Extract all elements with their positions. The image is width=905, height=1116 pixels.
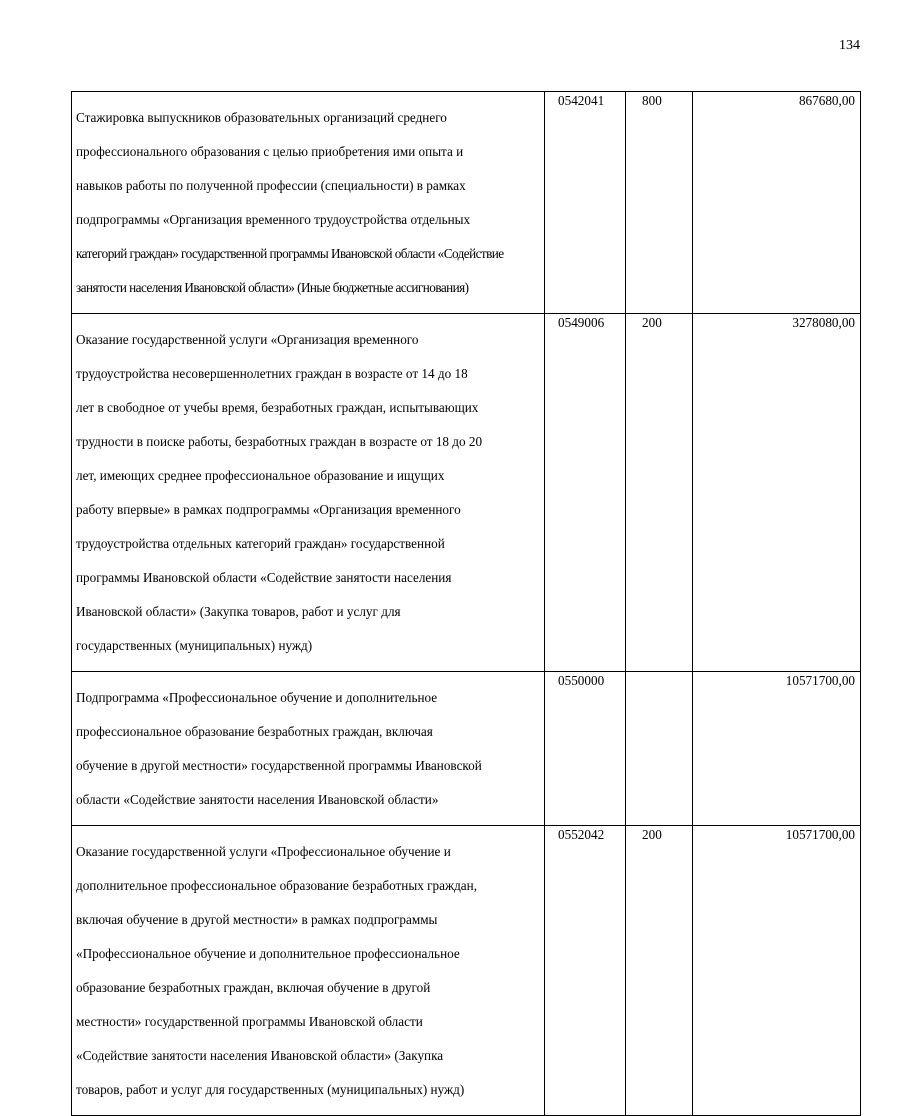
target-code: 0542041 — [545, 92, 626, 314]
description-line: Оказание государственной услуги «Организация временного — [76, 332, 419, 347]
expense-type: 200 — [626, 314, 693, 672]
description-line: «Профессиональное обучение и дополнительное профессиональное — [76, 946, 460, 961]
item-description — [72, 672, 545, 826]
description-line: Стажировка выпускников образовательных организаций среднего — [76, 110, 447, 125]
description-line: «Содействие занятости населения Ивановской области» (Закупка — [76, 1048, 444, 1063]
expense-type: 800 — [626, 92, 693, 314]
table-row — [72, 314, 861, 672]
amount: 10571700,00 — [693, 826, 861, 1116]
description-line: профессионального образования с целью приобретения ими опыта и — [76, 144, 464, 159]
target-code: 0552042 — [545, 826, 626, 1116]
description-line: образование безработных граждан, включая обучение в другой — [76, 980, 431, 995]
expense-type — [626, 672, 693, 826]
description-line: Ивановской области» (Закупка товаров, работ и услуг для — [76, 604, 401, 619]
amount: 3278080,00 — [693, 314, 861, 672]
description-line: лет, имеющих среднее профессиональное образование и ищущих — [76, 468, 445, 483]
target-code: 0549006 — [545, 314, 626, 672]
page-number: 134 — [839, 38, 860, 53]
item-description — [72, 92, 545, 314]
description-line: области «Содействие занятости населения Ивановской области» — [76, 792, 439, 807]
item-description — [72, 826, 545, 1116]
description-line: местности» государственной программы Ивановской области — [76, 1014, 423, 1029]
description-line: подпрограммы «Организация временного трудоустройства отдельных — [76, 212, 471, 227]
description-line: трудности в поиске работы, безработных граждан в возрасте от 18 до 20 — [76, 434, 483, 449]
description-line: дополнительное профессиональное образование безработных граждан, — [76, 878, 478, 893]
table-row — [72, 826, 861, 1116]
description-line: трудоустройства отдельных категорий граждан» государственной — [76, 536, 445, 551]
expense-type: 200 — [626, 826, 693, 1116]
amount: 867680,00 — [693, 92, 861, 314]
table-row — [72, 92, 861, 314]
description-line: навыков работы по полученной профессии (специальности) в рамках — [76, 178, 466, 193]
description-line: занятости населения Ивановской области» (Иные бюджетные ассигнования) — [76, 280, 469, 295]
description-line: трудоустройства несовершеннолетних граждан в возрасте от 14 до 18 — [76, 366, 468, 381]
table-row — [72, 672, 861, 826]
target-code: 0550000 — [545, 672, 626, 826]
amount: 10571700,00 — [693, 672, 861, 826]
description-line: лет в свободное от учебы время, безработных граждан, испытывающих — [76, 400, 479, 415]
description-line: обучение в другой местности» государственной программы Ивановской — [76, 758, 482, 773]
description-line: товаров, работ и услуг для государственных (муниципальных) нужд) — [76, 1082, 465, 1097]
description-line: Подпрограмма «Профессиональное обучение и дополнительное — [76, 690, 438, 705]
description-line: категорий граждан» государственной программы Ивановской области «Содействие — [76, 246, 504, 261]
description-line: работу впервые» в рамках подпрограммы «Организация временного — [76, 502, 461, 517]
description-line: Оказание государственной услуги «Профессиональное обучение и — [76, 844, 451, 859]
description-line: государственных (муниципальных) нужд) — [76, 638, 313, 653]
budget-table — [71, 91, 861, 1116]
description-line: профессиональное образование безработных граждан, включая — [76, 724, 433, 739]
item-description — [72, 314, 545, 672]
description-line: программы Ивановской области «Содействие занятости населения — [76, 570, 452, 585]
description-line: включая обучение в другой местности» в рамках подпрограммы — [76, 912, 438, 927]
